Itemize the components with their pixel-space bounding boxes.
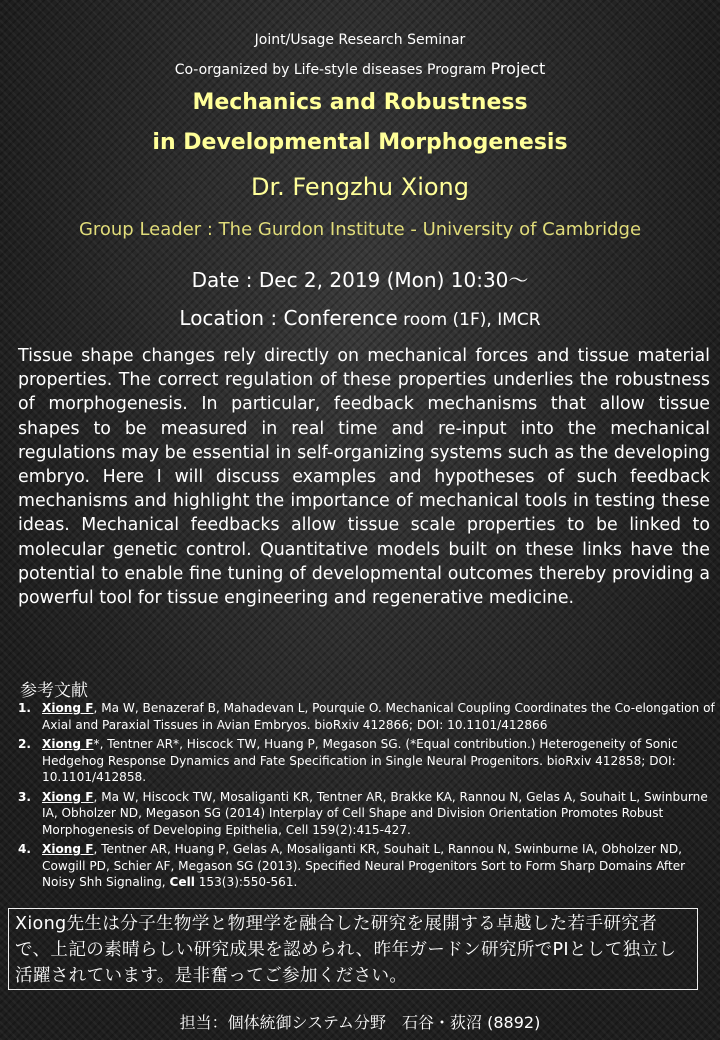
co-organizer-line — [0, 59, 720, 78]
reference-text: , Ma W, Hiscock TW, Mosaliganti KR, Tentner AR, Brakke KA, Rannou N, Gelas A, Souhait L, Swinburne IA, Obholzer ND, Megason SG (2014) Interplay of Cell Shape and Division Orientation Promotes Robust Morphogenesis of Developing Epithelia, Cell 159(2):415-427. — [42, 789, 708, 837]
reference-text: , Ma W, Benazeraf B, Mahadevan L, Pourquie O. Mechanical Coupling Coordinates the Co-elongation of Axial and Paraxial Tissues in Avian Embryos. bioRxiv 412866; DOI: 10.1101/412866 — [42, 701, 715, 732]
reference-author: Xiong F — [42, 737, 94, 751]
reference-item — [18, 700, 716, 733]
reference-item — [18, 736, 716, 786]
reference-text: , Tentner AR, Huang P, Gelas A, Mosaliganti KR, Souhait L, Rannou N, Swinburne IA, Obholzer ND, Cowgill PD, Schier AF, Megason SG (2013). Specified Neural Progenitors Sort to Form Sharp Domains After Noisy Shh Signaling, — [42, 842, 686, 889]
reference-item — [18, 841, 716, 891]
invitation-note: Xiong先生は分子生物学と物理学を融合した研究を展開する卓越した若手研究者で、上記の素晴らしい研究成果を認められ、昨年ガードン研究所でPIとして独立し活躍されています。是非奮ってご参加ください。 — [8, 908, 698, 990]
references-heading: 参考文献 — [20, 681, 88, 701]
speaker-affiliation: Group Leader : The Gurdon Institute - University of Cambridge — [78, 219, 642, 240]
reference-author: Xiong F — [42, 789, 94, 804]
abstract: Tissue shape changes rely directly on mechanical forces and tissue material properties. The correct regulation of these properties underlies the robustness of morphogenesis. In particular, feedback mechanisms that allow tissue shapes to be measured in real time and re-input into the mechanical regulations may be essential in self-organizing systems such as the developing embryo. Here I will discuss examples and hypotheses of such feedback mechanisms and highlight the importance of mechanical tools in testing these ideas. Mechanical feedbacks allow tissue scale properties to be linked to molecular genetic control. Quantitative models built on these links have the potential to enable fine tuning of developmental outcomes thereby providing a powerful tool for tissue engineering and regenerative medicine. — [18, 346, 710, 609]
reference-author: Xiong F — [42, 842, 94, 856]
reference-tail: 153(3):550-561. — [194, 875, 298, 889]
title-line-1: Mechanics and Robustness — [192, 90, 528, 115]
reference-journal: Cell — [169, 875, 195, 889]
co-organizer-project: Project — [490, 59, 546, 78]
event-date: Date : Dec 2, 2019 (Mon) 10:30～ — [191, 268, 529, 292]
references-list — [18, 700, 716, 894]
reference-text: *, Tentner AR*, Hiscock TW, Huang P, Megason SG. (*Equal contribution.) Heterogeneity of Sonic Hedgehog Response Dynamics and Fate Specification in Single Neural Progenitors. bioRxiv 412858; DOI: 10.1101/412858. — [42, 737, 678, 784]
co-organizer-text: Co-organized by Life-style diseases Program — [174, 62, 491, 78]
title-line-2: in Developmental Morphogenesis — [152, 130, 568, 155]
event-location — [0, 306, 720, 330]
location-room: room (1F), IMCR — [397, 310, 541, 330]
reference-number: 3. — [18, 789, 32, 804]
reference-number: 1. — [18, 701, 32, 715]
contact-line: 担当：個体統御システム分野 石谷・荻沼 (8892) — [179, 1013, 541, 1032]
seminar-type: Joint/Usage Research Seminar — [254, 32, 466, 48]
reference-item — [18, 789, 716, 839]
speaker-name: Dr. Fengzhu Xiong — [251, 173, 469, 201]
reference-author: Xiong F — [42, 701, 94, 715]
location-prefix: Location : Conference — [179, 306, 398, 330]
reference-number: 2. — [18, 737, 32, 751]
reference-number: 4. — [18, 842, 32, 856]
